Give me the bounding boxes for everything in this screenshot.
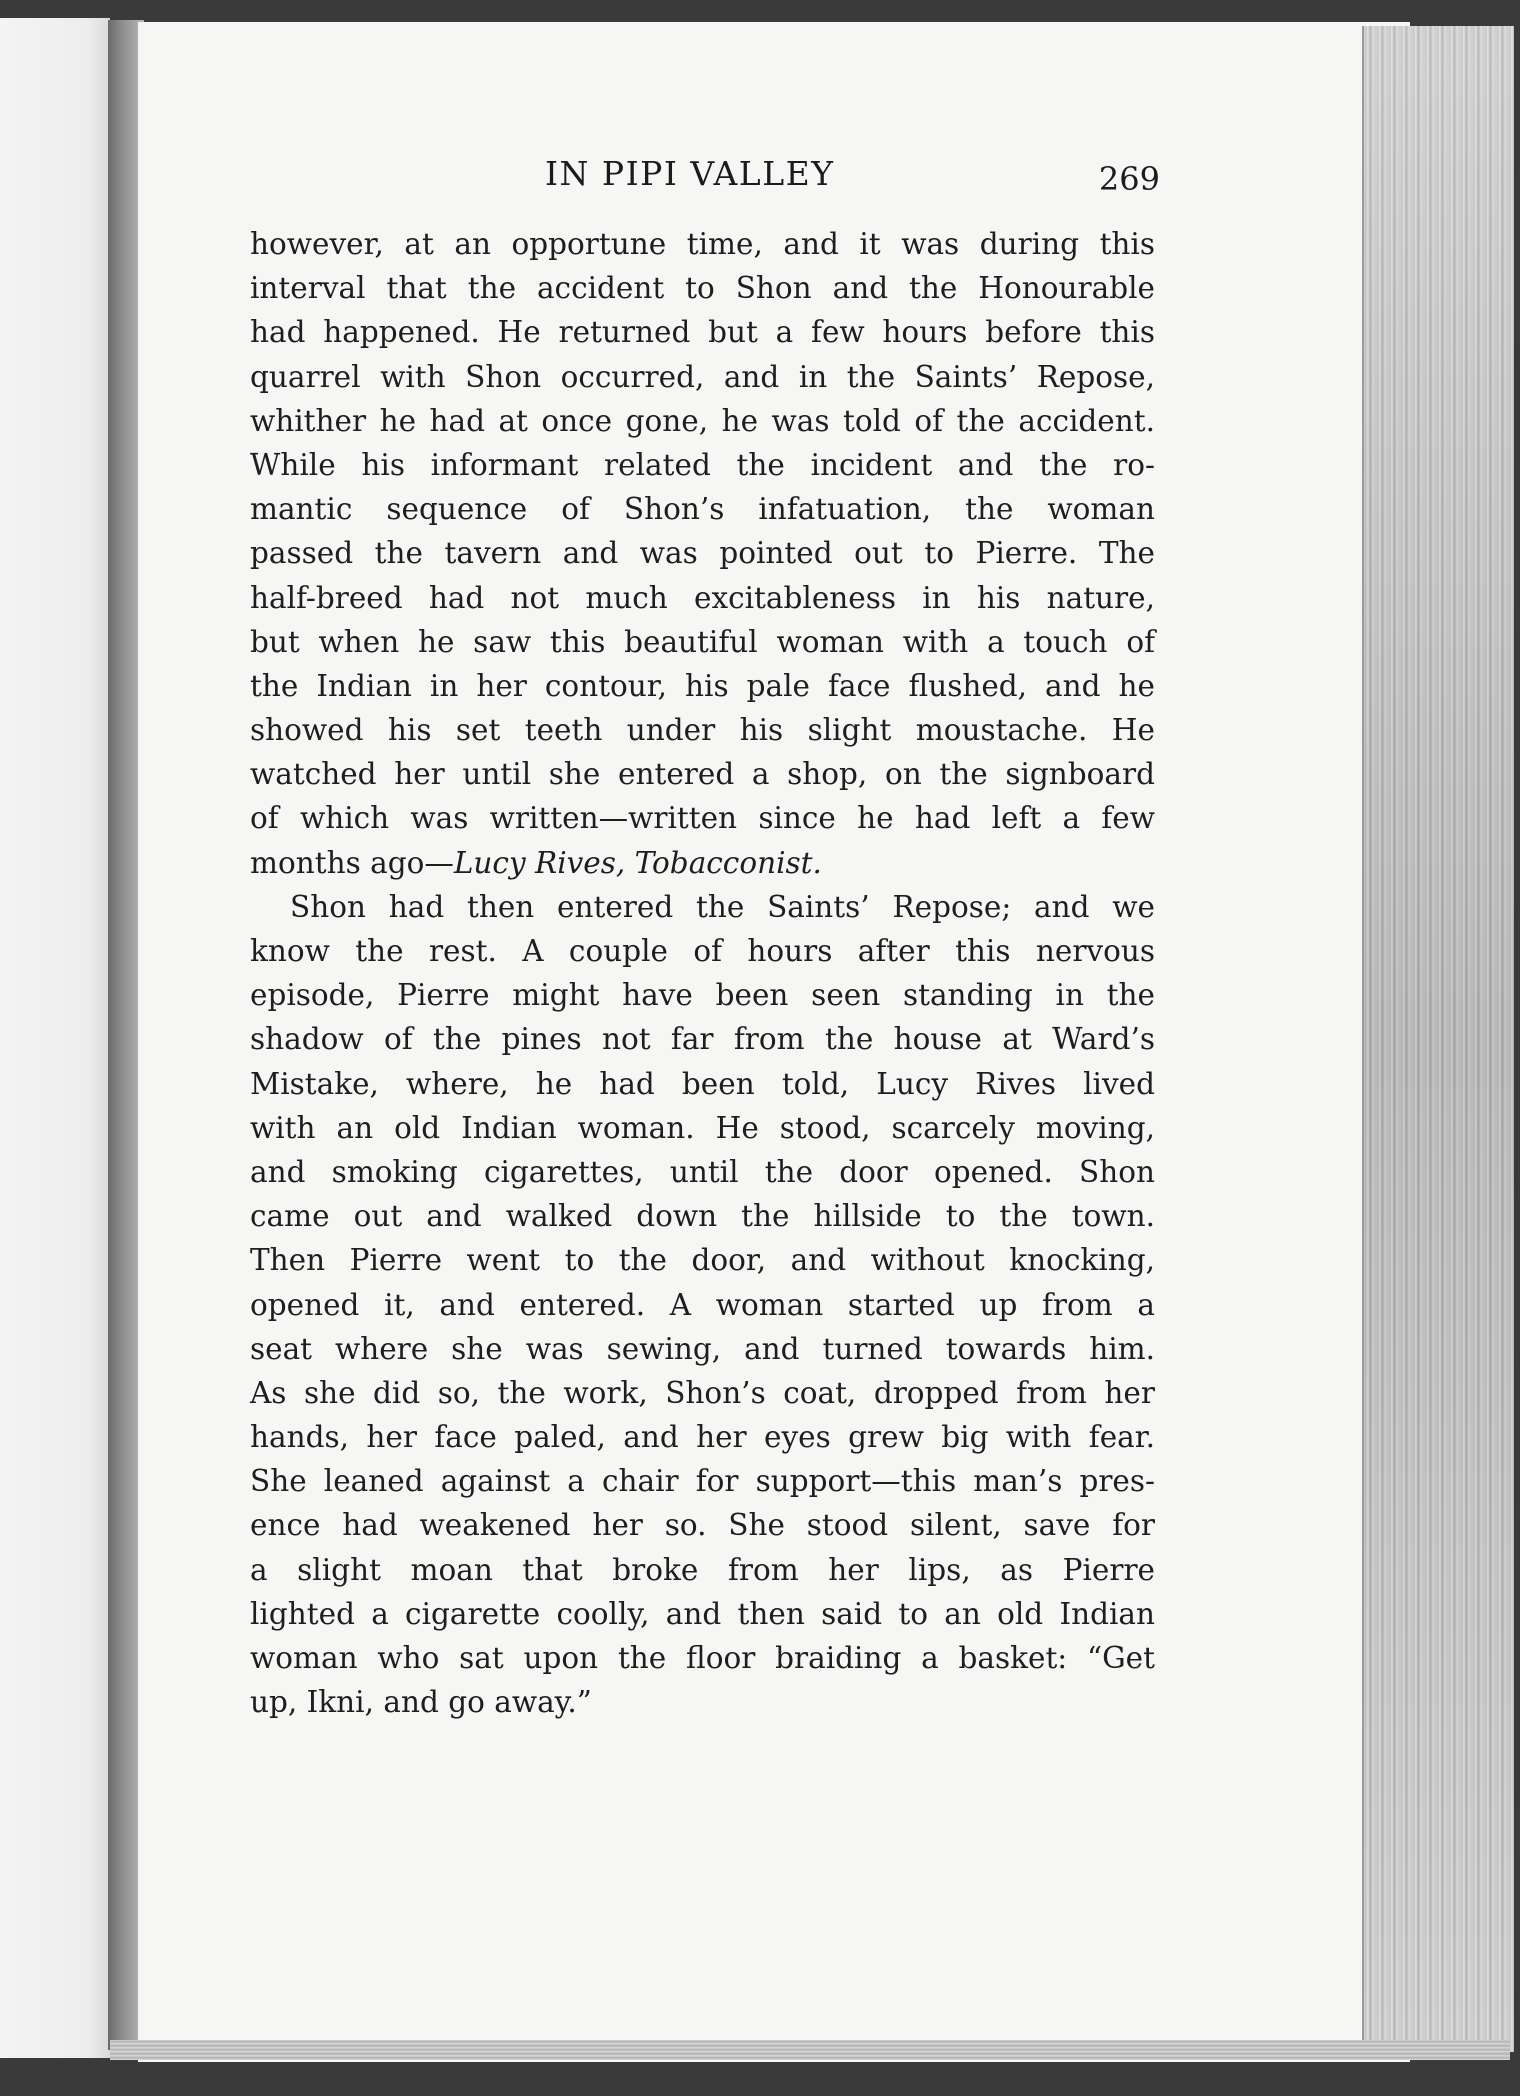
text-line: As she did so, the work, Shon’s coat, dropped from her <box>250 1375 1155 1410</box>
text-line: of which was written—written since he had left a few <box>250 801 1155 836</box>
text-line: the Indian in her contour, his pale face flushed, and he <box>250 668 1155 703</box>
paragraph-2 <box>250 885 1155 1725</box>
running-title: IN PIPI VALLEY <box>545 154 835 193</box>
text-line: seat where she was sewing, and turned towards him. <box>250 1331 1155 1366</box>
text-line: While his informant related the incident and the ro- <box>250 447 1155 482</box>
page-number: 269 <box>1098 160 1160 198</box>
paragraph-1 <box>250 222 1155 885</box>
text-line: hands, her face paled, and her eyes grew big with fear. <box>250 1420 1155 1455</box>
previous-page-edge <box>0 18 110 2058</box>
page-stack-edge <box>1362 26 1514 2052</box>
signboard-text: Lucy Rives, Tobacconist. <box>453 845 822 880</box>
text-line: watched her until she entered a shop, on the signboard <box>250 757 1155 792</box>
text-line: quarrel with Shon occurred, and in the Saints’ Repose, <box>250 359 1155 394</box>
text-line: whither he had at once gone, he was told of the accident. <box>250 403 1155 438</box>
text-line: ence had weakened her so. She stood silent, save for <box>250 1508 1155 1543</box>
body-text <box>250 222 1155 1724</box>
text-line: had happened. He returned but a few hours before this <box>250 315 1155 350</box>
text-line: and smoking cigarettes, until the door opened. Shon <box>250 1154 1155 1189</box>
text-line: half-breed had not much excitableness in his nature, <box>250 580 1155 615</box>
text-line-last: up, Ikni, and go away.” <box>250 1685 592 1720</box>
text-line: but when he saw this beautiful woman with a touch of <box>250 624 1155 659</box>
text-line: shadow of the pines not far from the house at Ward’s <box>250 1022 1155 1057</box>
text-line: interval that the accident to Shon and the Honourable <box>250 271 1155 306</box>
text-line: Then Pierre went to the door, and without knocking, <box>250 1243 1155 1278</box>
text-line: a slight moan that broke from her lips, as Pierre <box>250 1552 1155 1587</box>
text-line: lighted a cigarette coolly, and then said to an old Indian <box>250 1596 1155 1631</box>
text-line: however, at an opportune time, and it was during this <box>250 227 1155 261</box>
text-line: woman who sat upon the floor braiding a basket: “Get <box>250 1641 1155 1675</box>
page-header <box>250 152 1160 202</box>
text-line: came out and walked down the hillside to the town. <box>250 1199 1155 1234</box>
text-line: showed his set teeth under his slight moustache. He <box>250 713 1155 748</box>
text-line: with an old Indian woman. He stood, scarcely moving, <box>250 1110 1155 1145</box>
text-line: Shon had then entered the Saints’ Repose; and we <box>290 889 1155 924</box>
text-line: passed the tavern and was pointed out to Pierre. The <box>250 536 1155 571</box>
bottom-page-edge <box>110 2040 1510 2060</box>
text-line: know the rest. A couple of hours after this nervous <box>250 934 1155 968</box>
text-line-last <box>250 841 1155 885</box>
text-line: episode, Pierre might have been seen standing in the <box>250 978 1155 1013</box>
text-line: mantic sequence of Shon’s infatuation, the woman <box>250 492 1155 527</box>
text-line-prefix: months ago— <box>250 845 454 880</box>
text-line: Mistake, where, he had been told, Lucy Rives lived <box>250 1066 1155 1101</box>
text-line: She leaned against a chair for support—this man’s pres- <box>250 1464 1155 1499</box>
text-line: opened it, and entered. A woman started up from a <box>250 1287 1155 1322</box>
